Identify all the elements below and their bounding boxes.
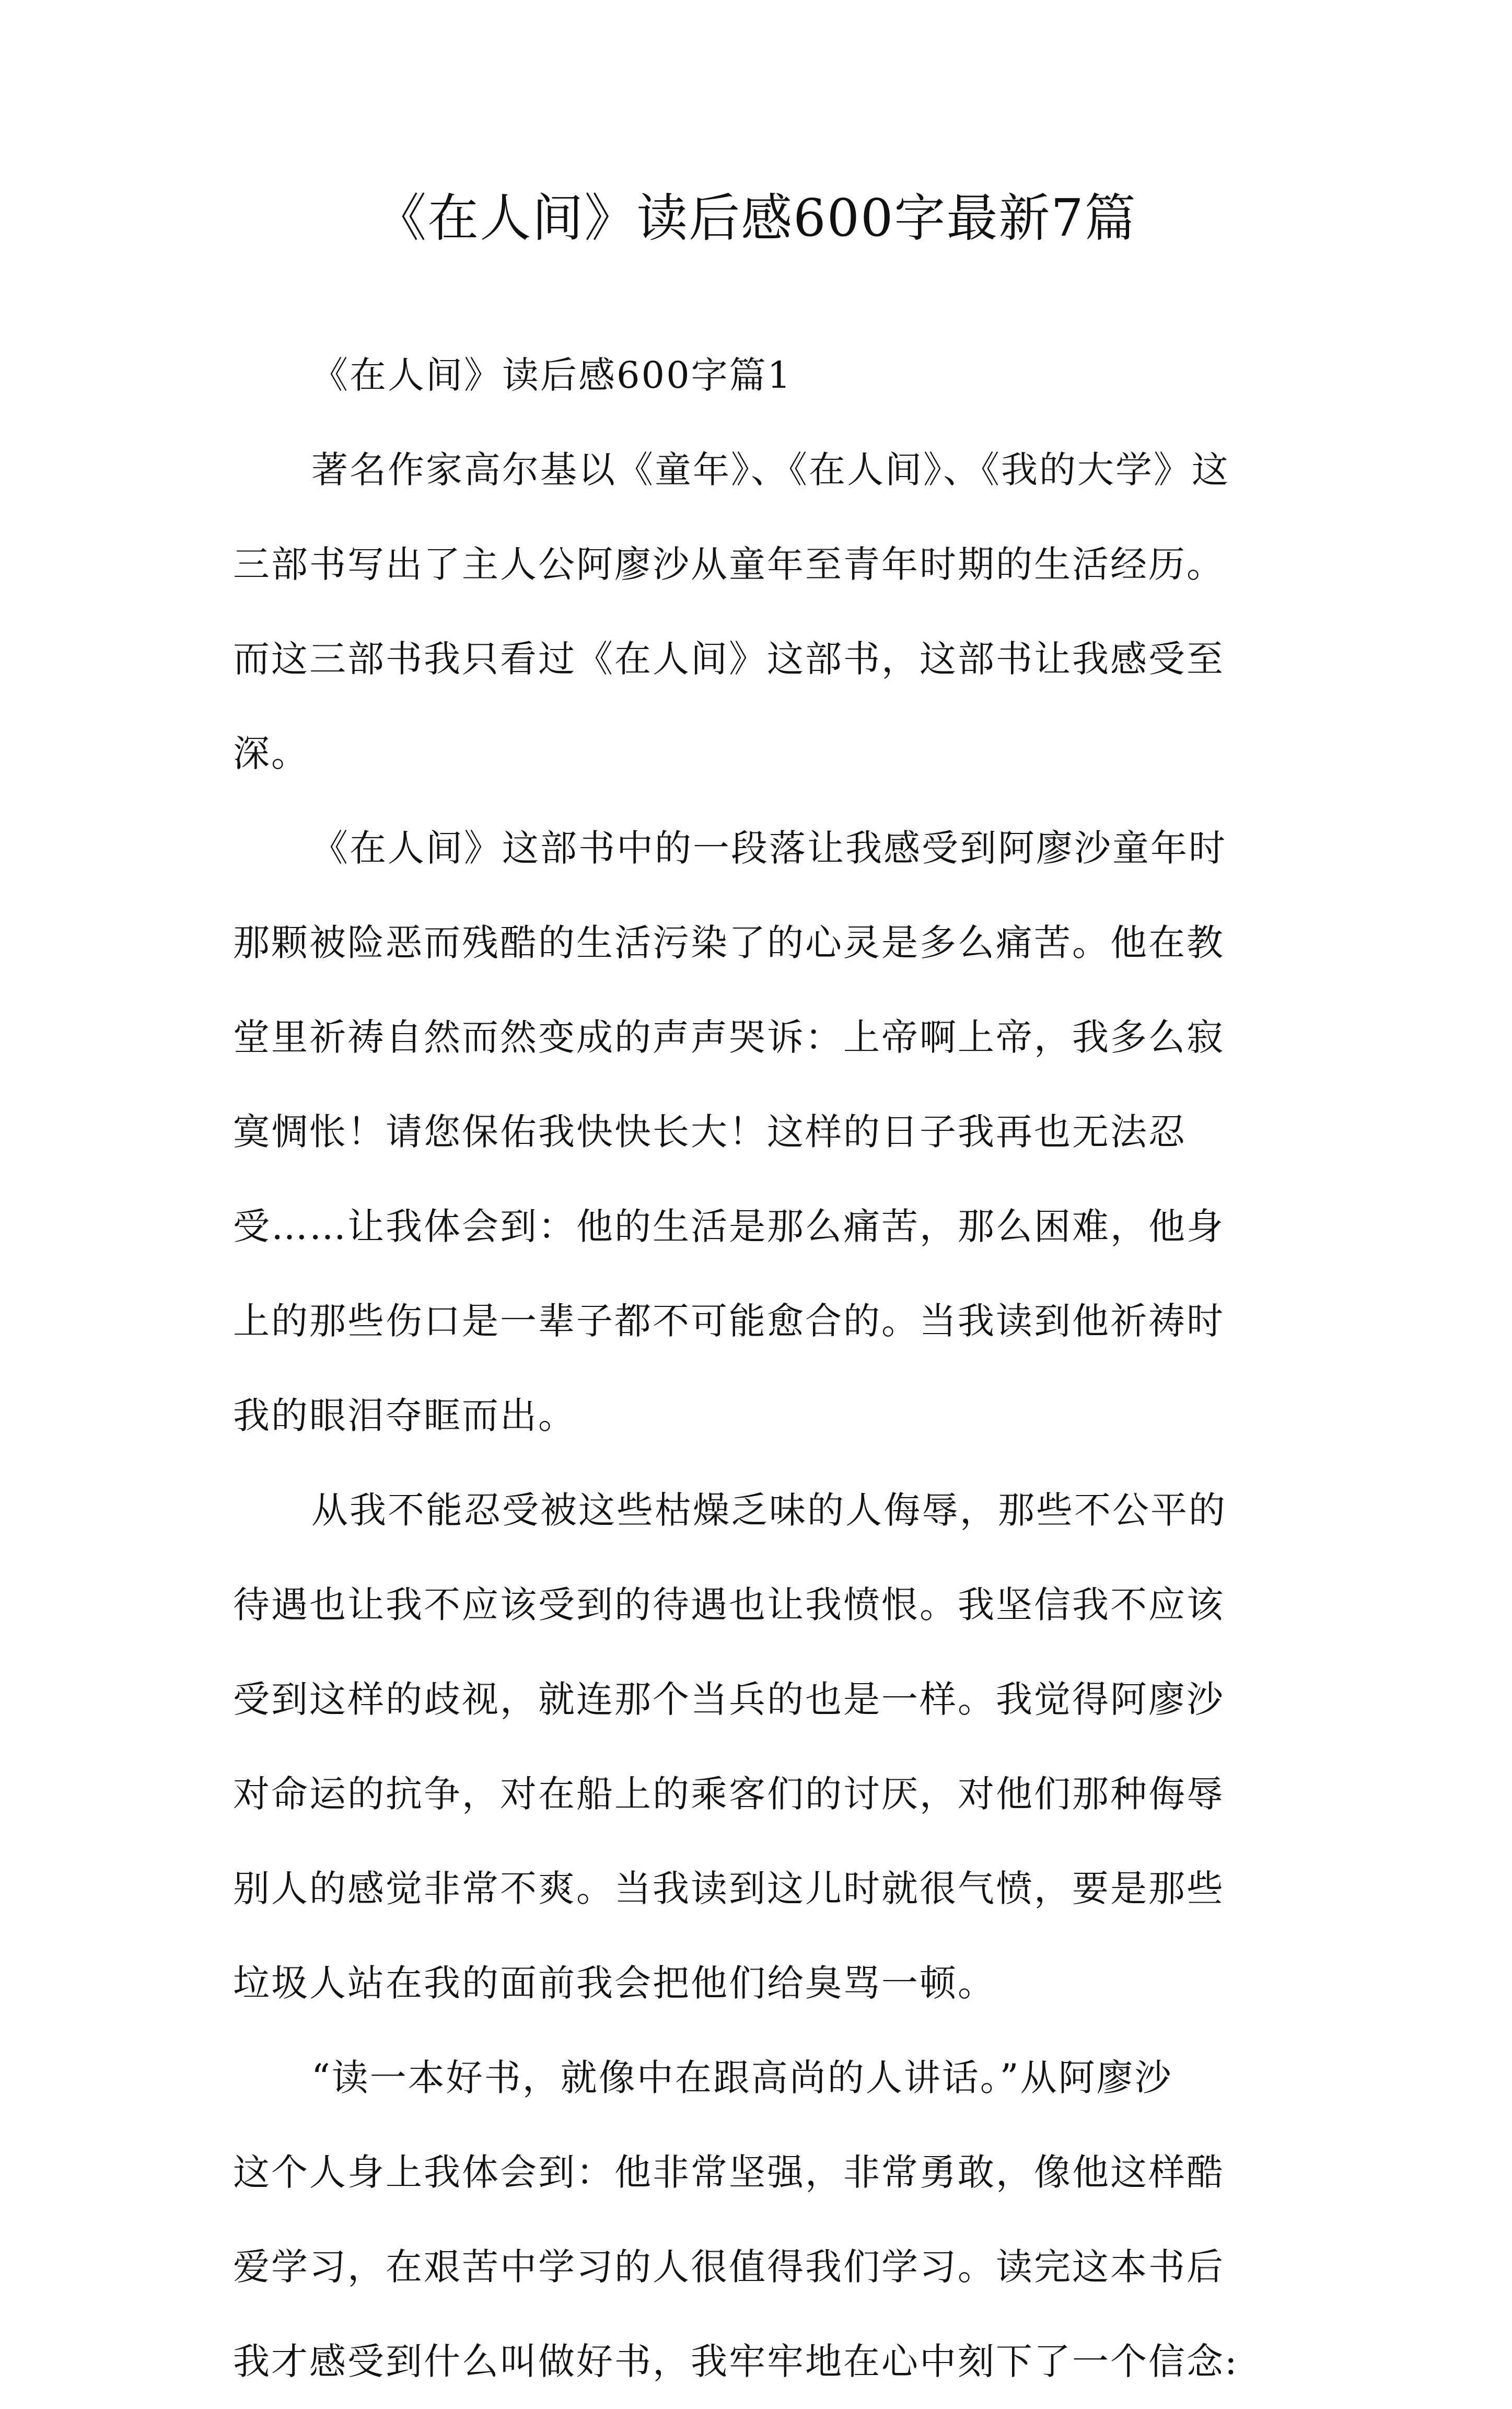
paragraph-line: 《在人间》这部书中的一段落让我感受到阿廖沙童年时 xyxy=(311,827,1227,870)
paragraph-line: 寞惆怅！请您保佑我快快长大！这样的日子我再也无法忍 xyxy=(233,1110,1187,1153)
paragraph-line: 而这三部书我只看过《在人间》这部书，这部书让我感受至 xyxy=(233,638,1225,680)
paragraph-line: 爱学习，在艰苦中学习的人很值得我们学习。读完这本书后 xyxy=(233,2245,1225,2288)
paragraph-line: 受到这样的歧视，就连那个当兵的也是一样。我觉得阿廖沙 xyxy=(233,1678,1225,1721)
paragraph-line: 上的那些伤口是一辈子都不可能愈合的。当我读到他祈祷时 xyxy=(233,1300,1225,1342)
paragraph-line: 从我不能忍受被这些枯燥乏味的人侮辱，那些不公平的 xyxy=(311,1489,1227,1532)
paragraph-line: 著名作家高尔基以《童年》、《在人间》、《我的大学》这 xyxy=(311,448,1230,491)
paragraph-line: 深。 xyxy=(233,732,309,775)
paragraph-line: 我的眼泪夺眶而出。 xyxy=(233,1394,576,1437)
paragraph-line: 受……让我体会到：他的生活是那么痛苦，那么困难，他身 xyxy=(233,1205,1225,1248)
paragraph-line: 这个人身上我体会到：他非常坚强，非常勇敢，像他这样酷 xyxy=(233,2151,1225,2194)
paragraph-line: 堂里祈祷自然而然变成的声声哭诉：上帝啊上帝，我多么寂 xyxy=(233,1016,1225,1059)
paragraph-line: 那颗被险恶而残酷的生活污染了的心灵是多么痛苦。他在教 xyxy=(233,921,1225,964)
paragraph-line: 待遇也让我不应该受到的待遇也让我愤恨。我坚信我不应该 xyxy=(233,1583,1225,1626)
paragraph-line: 三部书写出了主人公阿廖沙从童年至青年时期的生活经历。 xyxy=(233,543,1225,586)
paragraph-line: “读一本好书，就像中在跟高尚的人讲话。”从阿廖沙 xyxy=(311,2056,1173,2099)
paragraph-line: 垃圾人站在我的面前我会把他们给臭骂一顿。 xyxy=(233,1962,996,2005)
paragraph-line: 别人的感觉非常不爽。当我读到这儿时就很气愤，要是那些 xyxy=(233,1867,1225,1910)
section-heading: 《在人间》读后感600字篇1 xyxy=(311,354,793,397)
document-title: 《在人间》读后感600字最新7篇 xyxy=(375,189,1137,248)
paragraph-line: 我才感受到什么叫做好书，我牢牢地在心中刻下了一个信念: xyxy=(233,2340,1239,2383)
document-body xyxy=(233,328,1294,2409)
paragraph-line: 对命运的抗争，对在船上的乘客们的讨厌，对他们那种侮辱 xyxy=(233,1773,1225,1815)
